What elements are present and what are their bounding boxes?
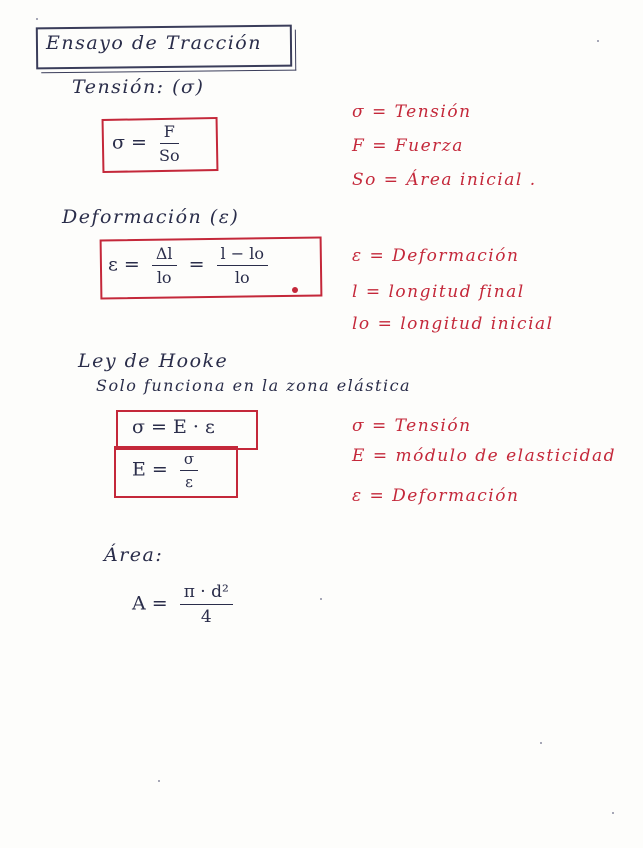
- deformacion-frac2-den: lo: [234, 268, 250, 287]
- tension-fraction-num: F: [160, 122, 179, 144]
- deformacion-frac1: [152, 244, 177, 287]
- hooke-def-0: σ = Tensión: [352, 416, 472, 436]
- scan-speck: [540, 742, 542, 744]
- deformacion-frac1-num: Δl: [152, 244, 177, 266]
- hooke-def-2: ε = Deformación: [352, 486, 520, 506]
- tension-heading: Tensión: (σ): [72, 76, 205, 98]
- tension-fraction-den: So: [158, 146, 180, 165]
- hooke-def-1: E = módulo de elasticidad: [352, 446, 617, 466]
- deformacion-eq: =: [188, 253, 205, 276]
- scan-speck: [612, 812, 614, 814]
- hooke-fraction-num: σ: [180, 450, 198, 471]
- deformacion-frac2-num: l − lo: [217, 244, 268, 266]
- deformacion-def-2: lo = longitud inicial: [352, 314, 554, 334]
- scan-speck: [597, 40, 599, 42]
- deformacion-frac2: [217, 244, 268, 287]
- hooke-heading: Ley de Hooke: [78, 350, 229, 372]
- deformacion-def-0: ε = Deformación: [352, 246, 520, 266]
- scan-speck: [158, 780, 160, 782]
- tension-formula: [112, 122, 186, 165]
- hooke-formula2: [132, 450, 204, 491]
- scan-speck: [320, 598, 322, 600]
- tension-def-1: F = Fuerza: [352, 136, 464, 156]
- page-title: Ensayo de Tracción: [46, 32, 262, 54]
- area-lhs: A =: [132, 592, 168, 615]
- scan-speck: [36, 18, 38, 20]
- hooke-formula1: σ = E · ε: [132, 416, 215, 438]
- area-formula: [132, 582, 239, 627]
- deformacion-formula: [108, 244, 274, 287]
- tension-fraction: [159, 122, 180, 165]
- box-corner-dot: [292, 287, 298, 293]
- area-fraction: [180, 582, 233, 627]
- area-fraction-den: 4: [200, 607, 212, 627]
- deformacion-def-1: l = longitud final: [352, 282, 525, 302]
- area-fraction-num: π · d²: [180, 582, 233, 605]
- deformacion-lhs: ε =: [108, 253, 140, 276]
- tension-formula-lhs: σ =: [112, 131, 147, 154]
- hooke-formula2-lhs: E =: [132, 458, 168, 481]
- hooke-fraction: [180, 450, 198, 491]
- hooke-fraction-den: ε: [185, 473, 193, 491]
- area-heading: Área:: [104, 544, 164, 566]
- deformacion-frac1-den: lo: [156, 268, 172, 287]
- deformacion-heading: Deformación (ε): [62, 206, 240, 228]
- hooke-subheading: Solo funciona en la zona elástica: [96, 376, 412, 395]
- tension-def-0: σ = Tensión: [352, 102, 472, 122]
- tension-def-2: So = Área inicial .: [352, 170, 537, 190]
